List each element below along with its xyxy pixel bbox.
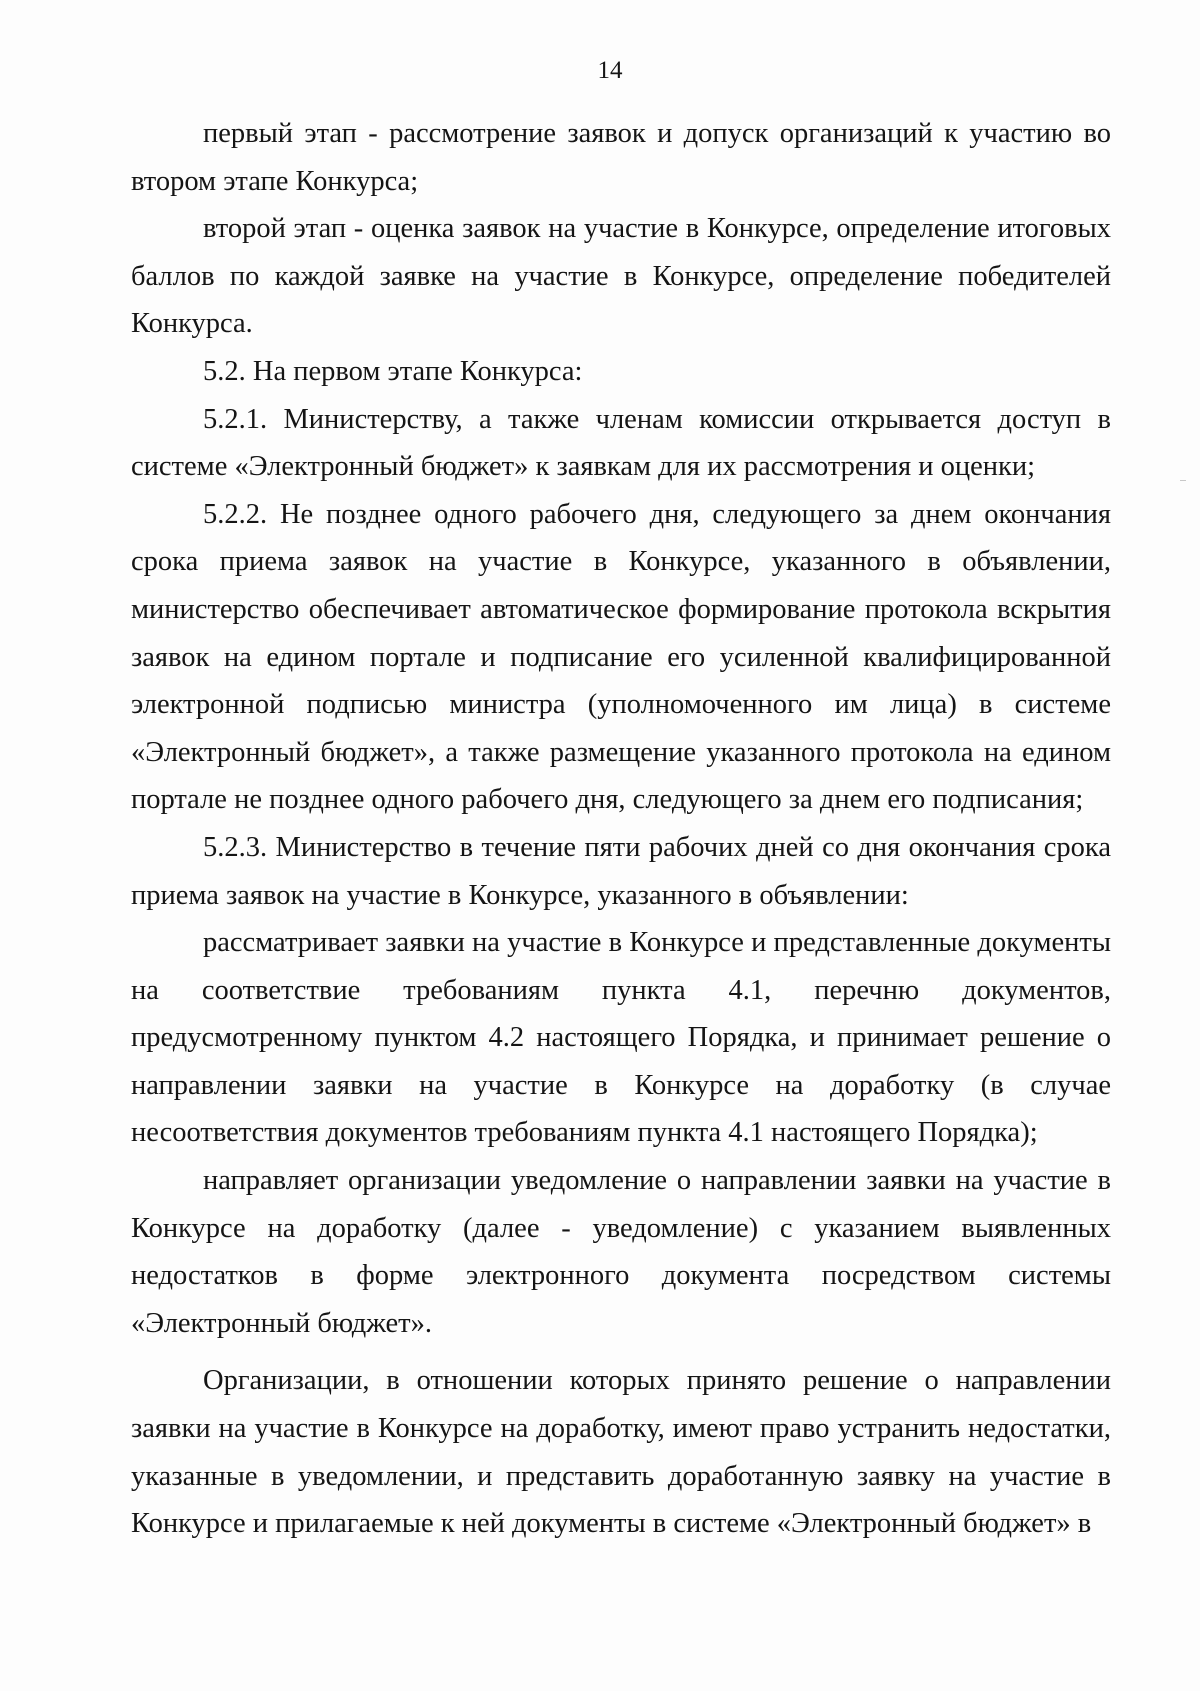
paragraph-5-2: 5.2. На первом этапе Конкурса: [203, 355, 583, 387]
paragraph-second-stage: второй этап - оценка заявок на участие в Конкурсе, определение итоговых баллов по каждой заявке на участие в Конкурсе, определение победителей Конкурса. [131, 213, 1111, 340]
paragraph-sends-notification: направляет организации уведомление о направлении заявки на участие в Конкурсе на доработку (далее - уведомление) с указанием выявленных недостатков в форме электронного документа посредством системы «Электронный бюджет». [131, 1165, 1111, 1339]
paragraph-5-2-2: 5.2.2. Не позднее одного рабочего дня, следующего за днем окончания срока приема заявок на участие в Конкурсе, указанного в объявлении, министерство обеспечивает автоматическое формирование протокола вскрытия заявок на едином портале и подписание его усиленной квалифицированной электронной подписью министра (уполномоченного им лица) в системе «Электронный бюджет», а также размещение указанного протокола на едином портале не позднее одного рабочего дня, следующего за днем его подписания; [131, 498, 1111, 816]
paragraph-organizations-rights: Организации, в отношении которых принято решение о направлении заявки на участие в Конкурсе на доработку, имеют право устранить недостатки, указанные в уведомлении, и представить доработанную заявку на участие в Конкурсе и прилагаемые к ней документы в системе «Электронный бюджет» в [131, 1365, 1111, 1540]
page-number: 14 [597, 57, 623, 84]
document-body [131, 110, 1111, 1548]
scan-artifact [1180, 480, 1186, 481]
paragraph-5-2-1: 5.2.1. Министерству, а также членам комиссии открывается доступ в системе «Электронный бюджет» к заявкам для их рассмотрения и оценки; [131, 403, 1111, 483]
paragraph-reviews-applications: рассматривает заявки на участие в Конкурсе и представленные документы на соответствие требованиям пункта 4.1, перечню документов, предусмотренному пунктом 4.2 настоящего Порядка, и принимает решение о направлении заявки на участие в Конкурсе на доработку (в случае несоответствия документов требованиям пункта 4.1 настоящего Порядка); [131, 927, 1111, 1149]
paragraph-first-stage: первый этап - рассмотрение заявок и допуск организаций к участию во втором этапе Конкурса; [131, 118, 1111, 197]
paragraph-5-2-3: 5.2.3. Министерство в течение пяти рабочих дней со дня окончания срока приема заявок на участие в Конкурсе, указанного в объявлении: [131, 831, 1111, 911]
